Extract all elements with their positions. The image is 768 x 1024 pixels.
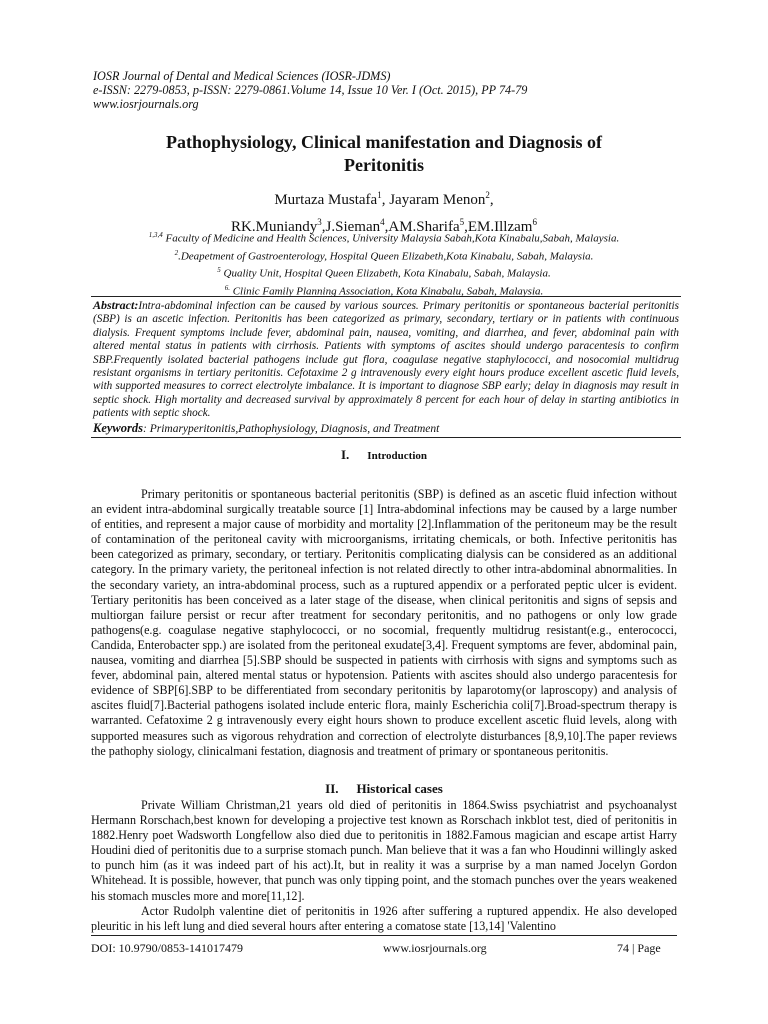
affiliation-item: $^{6.}$ Clinic Family Planning Association, Kota Kinabalu, Sabah, Malaysia. [224,283,544,298]
footer-page: 74 | Page [617,941,661,955]
abstract-label: Abstract: [93,298,139,312]
section-title: Introduction [367,450,427,462]
footer-site: www.iosrjournals.org [383,941,487,955]
author-name: EM.Illzam [467,219,533,235]
journal-header [93,69,527,111]
footer-divider [91,935,677,936]
author-sup: 5 [459,217,465,227]
paragraph: Primary peritonitis or spontaneous bacterial peritonitis (SBP) is defined as an ascetic fluid infection without an evident intra-abdominal surgically treatable source [1] Intra-abdominal infections may be caused by a large number of entities, and represent a major cause of morbidity and mortality [2].Inflammation of the peritoneum may be the result of contamination of the peritoneal cavity with microorganisms, irritating chemicals, or both. Infective peritonitis has been categorized as primary, secondary, or tertiary. Peritonitis complicating dialysis can be considered as an additional category. In the primary variety, the peritoneal infection is not related directly to other intra-abdominal abnormalities. In the secondary variety, an intra-abdominal process, such as a ruptured appendix or a perforated peptic ulcer is evident. Tertiary peritonitis has been conceived as a later stage of the disease, when clinical peritonitis and signs of sepsis and multiorgan failure persist or recur after treatment for secondary peritonitis, and no pathogens or only low grade pathogens(e.g. coagulase negative staphylococci, or no socomial, frequently multidrug resistant(e.g., enterococci, Candida, Enterobacter spp.) are isolated from the peritoneal exudate[3,4]. Frequent symptoms are fever, abdominal pain, nausea, vomiting and diarrhea [5].SBP should be suspected in patients with cirrhosis with signs and symptoms such as fever, abdominal pain, altered mental status or hypotension. Patients with ascites should also undergo paracentesis for evidence of SBP[6].SBP to be differentiated from secondary peritonitis by laparotomy(or laproscopy) and analysis of ascites fluid[7].Bacterial pathogens isolated include enteric flora, mainly Escherichia coli[7].Broad-spectrum therapy is warranted. Cefatoxime 2 g intravenously every eight hours shown to produce excellent ascetic fluid levels, along with supported measures such as vigorous rehydration and correction of electrolyte disturbances [8,9,10].The paper reviews the pathophy siology, clinicalmani festation, diagnosis and treatment of primary or spontaneous peritonitis. [91,487,677,758]
introduction-body [91,487,677,759]
section-heading-introduction [91,447,677,463]
section-number: I. [340,447,350,462]
author-line-2: RK.Muniandy$^3$,J.Sieman$^4$,AM.Sharifa$^5$,EM.Illzam$^6$ [231,217,537,235]
historical-body [91,798,677,934]
journal-url: www.iosrjournals.org [93,97,199,111]
section-heading-historical [91,781,677,797]
author-sup: 2 [485,190,490,200]
author-sup: 6 [532,217,537,227]
affiliation-item: $^5$ Quality Unit, Hospital Queen Elizabeth, Kota Kinabalu, Sabah, Malaysia. [217,266,551,280]
affiliation-item: $^2$.Deapetment of Gastroenterology, Hospital Queen Elizabeth,Kota Kinabalu, Sabah, Malaysia. [174,248,594,263]
title-line-2: Peritonitis [344,155,424,175]
abstract [93,299,679,421]
author-line-1: Murtaza Mustafa$^1$, Jayaram Menon$^2$, [274,190,494,208]
footer-doi: DOI: 10.9790/0853-141017479 [91,941,243,955]
paper-title [80,131,688,177]
journal-issn: e-ISSN: 2279-0853, p-ISSN: 2279-0861.Volume 14, Issue 10 Ver. I (Oct. 2015), PP 74-79 [93,83,528,97]
section-number: II. [325,781,339,796]
title-line-1: Pathophysiology, Clinical manifestation and Diagnosis of [165,132,603,152]
author-name: J.Sieman [325,219,381,235]
author-sup: 1 [377,190,382,200]
section-title: Historical cases [356,781,443,796]
author-sup: 3 [317,217,322,227]
keywords [93,421,679,436]
journal-name: IOSR Journal of Dental and Medical Sciences (IOSR-JDMS) [93,69,391,83]
affiliation-item: $^{1,3,4}$ Faculty of Medicine and Health Sciences, University Malaysia Sabah,Kota Kinabalu,Sabah, Malaysia. [148,231,620,245]
author-name: AM.Sharifa [388,219,460,235]
keywords-label: Keywords [93,420,143,435]
keywords-text: : Primaryperitonitis,Pathophysiology, Diagnosis, and Treatment [143,422,440,435]
paragraph: Private William Christman,21 years old died of peritonitis in 1864.Swiss psychiatrist and psychoanalyst Hermann Rorschach,best known for developing a projective test known as Rorschach inkblot test, died of peritonitis in 1882.Henry poet Wadsworth Longfellow also died due to peritonitis in 1882.Famous magician and escape artist Harry Houdini died of peritonitis due to a surprise stomach punch. Man believe that it was a fan who Houdinni willingly asked to punch him (as it was indeed part of his act).It, but in reality it was a surprise by a man named Jocelyn Gordon Whitehead. It is possible, however, that punch was only tipping point, and the stomach punches over the years weakened his stomach muscles more and more[11,12]. [91,798,677,903]
affiliation-list [80,228,688,299]
author-name: Jayaram Menon [389,192,486,208]
paragraph: Actor Rudolph valentine diet of peritonitis in 1926 after suffering a ruptured appendix. He also developed pleuritic in his left lung and died several hours after entering a comatose state [13,14] 'Valentino [91,903,677,933]
abstract-text: Intra-abdominal infection can be caused by various sources. Primary peritonitis or spontaneous bacterial peritonitis (SBP) is an ascetic infection. Peritonitis has been categorized as primary, secondary, tertiary or in patients with continuous dialysis. Frequent symptoms include fever, abdominal pain, nausea, vomiting, and diarrhea, and fever, abdominal pain with altered mental status in patients with cirrhosis. Patients with symptoms of ascites should undergo paracentesis to confirm SBP.Frequently isolated bacterial pathogens include gut flora, coagulase negative staphylococci, and nosocomial multidrug resistant organisms in tertiary peritonitis. Cefotaxime 2 g intravenously every eight hours produce excellent ascetic fluid levels, with supported measures to correct electrolyte imbalance. It is important to diagnose SBP early; delay in diagnosis may result in septic shock. High mortality and decreased survival by approximately 8 percent for each hour of delay in starting antibiotics in patients with septic shock. [93,300,679,420]
abstract-box [91,296,681,438]
author-name: RK.Muniandy [231,219,318,235]
author-sup: 4 [380,217,385,227]
author-name: Murtaza Mustafa [274,192,378,208]
